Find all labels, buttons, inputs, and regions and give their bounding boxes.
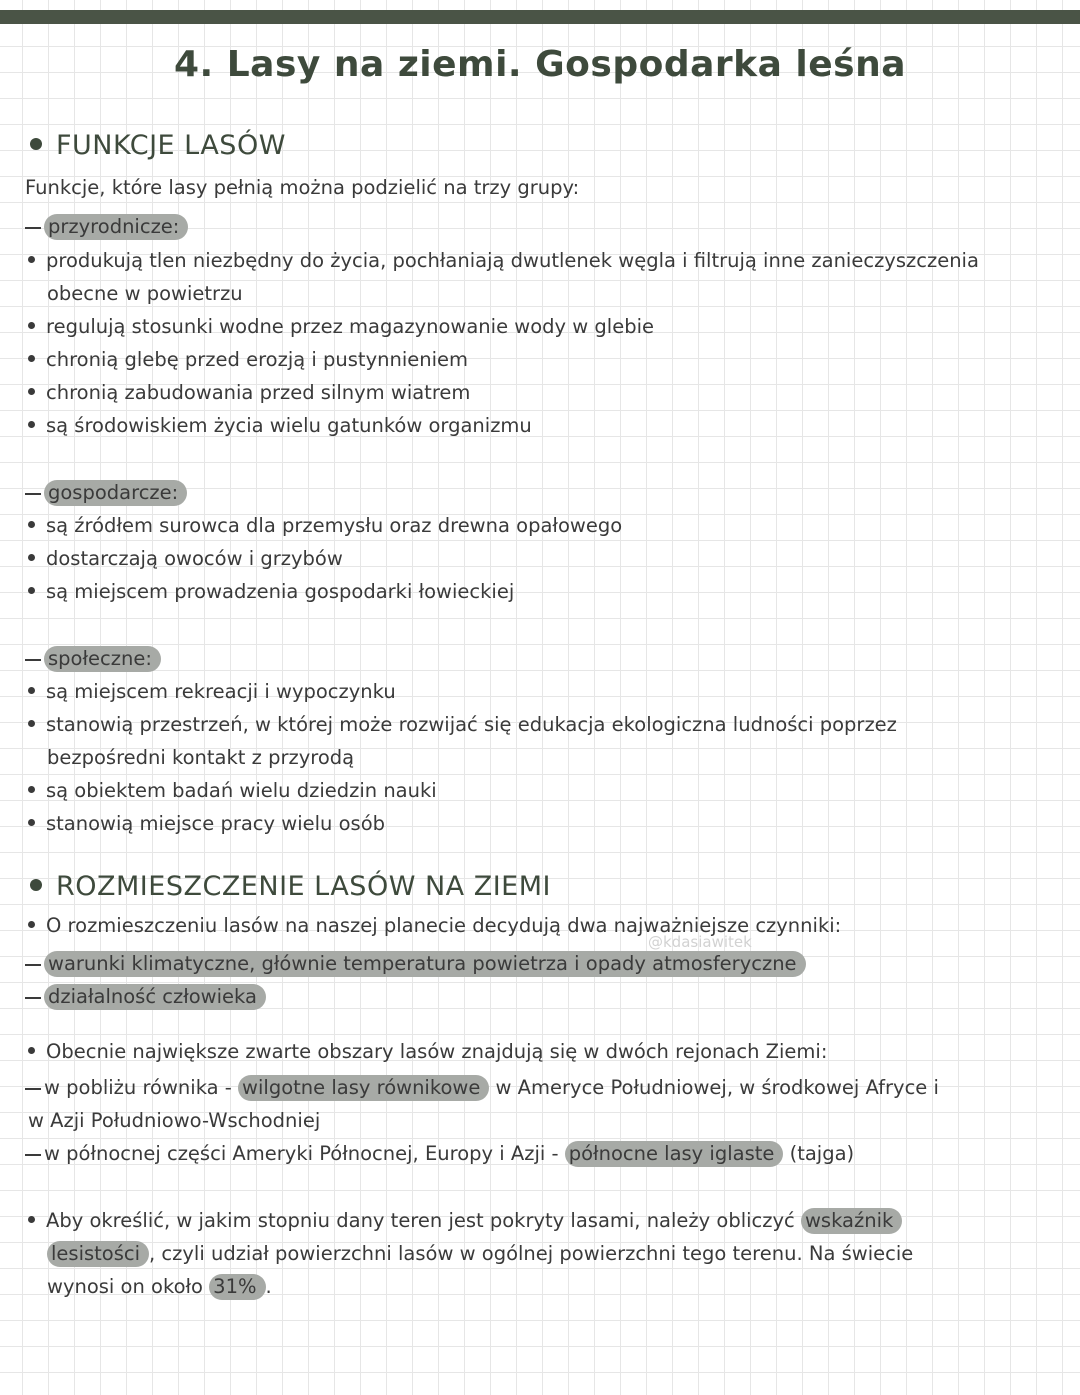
- region-text: (tajga): [783, 1142, 855, 1165]
- list-item: [28, 680, 396, 703]
- forest-index-line3: [47, 1275, 272, 1298]
- list-item: [28, 580, 514, 603]
- list-item-text: chronią glebę przed erozją i pustynnieniem: [46, 348, 469, 371]
- list-item-text: są środowiskiem życia wielu gatunków organizmu: [46, 414, 532, 437]
- list-item-continuation: bezpośredni kontakt z przyrodą: [47, 746, 355, 769]
- list-item-text: chronią zabudowania przed silnym wiatrem: [46, 381, 471, 404]
- group-label-przyrodnicze: [25, 215, 188, 238]
- region-equator-continuation: w Azji Południowo-Wschodniej: [28, 1109, 321, 1132]
- section-heading-text: ROZMIESZCZENIE LASÓW NA ZIEMI: [56, 871, 552, 902]
- list-item: [28, 348, 468, 371]
- paragraph-text: .: [265, 1275, 272, 1298]
- list-item: [28, 779, 437, 802]
- list-item-text: dostarczają owoców i grzybów: [46, 547, 343, 570]
- region-text: w północnej części Ameryki Północnej, Europy i Azji -: [44, 1142, 565, 1165]
- list-item-text: regulują stosunki wodne przez magazynowanie wody w glebie: [46, 315, 654, 338]
- list-item: [28, 315, 654, 338]
- list-item-continuation: obecne w powietrzu: [47, 282, 243, 305]
- highlight-value: 31%: [209, 1274, 265, 1300]
- highlight-factor: warunki klimatyczne, głównie temperatura powietrza i opady atmosferyczne: [44, 951, 806, 977]
- highlight-factor: działalność człowieka: [44, 984, 266, 1010]
- list-item: [28, 249, 979, 272]
- region-equator: [25, 1076, 939, 1099]
- section-heading-text: FUNKCJE LASÓW: [56, 130, 286, 161]
- region-text: w pobliżu równika -: [44, 1076, 239, 1099]
- list-item: [28, 414, 532, 437]
- factor-human: [25, 985, 266, 1008]
- forest-index-line2: [47, 1242, 913, 1265]
- factor-climate: [25, 952, 806, 975]
- list-item: [28, 514, 622, 537]
- page-title: 4. Lasy na ziemi. Gospodarka leśna: [173, 44, 907, 85]
- dash: [25, 227, 41, 229]
- list-item: [28, 381, 470, 404]
- list-item-text: są źródłem surowca dla przemysłu oraz drewna opałowego: [46, 514, 623, 537]
- list-item: [28, 713, 897, 736]
- intro-text: Funkcje, które lasy pełnią można podzielić na trzy grupy:: [25, 176, 580, 199]
- factors-intro-text: O rozmieszczeniu lasów na naszej planecie decydują dwa najważniejsze czynniki:: [46, 914, 842, 937]
- highlight-term: północne lasy iglaste: [565, 1141, 784, 1167]
- dash: [25, 1154, 41, 1156]
- list-item: [28, 812, 385, 835]
- heading-bullet: [30, 138, 42, 150]
- forest-index-paragraph: [28, 1209, 902, 1232]
- list-item-text: stanowią miejsce pracy wielu osób: [46, 812, 386, 835]
- group-label-spoleczne: [25, 647, 161, 670]
- highlight-label: społeczne:: [44, 646, 161, 672]
- region-text: w Ameryce Południowej, w środkowej Afryce i: [489, 1076, 939, 1099]
- region-north: [25, 1142, 854, 1165]
- section-heading-rozmieszczenie: [30, 871, 551, 902]
- highlight-label: przyrodnicze:: [44, 214, 188, 240]
- list-item-text: są miejscem rekreacji i wypoczynku: [46, 680, 396, 703]
- dash: [25, 997, 41, 999]
- dash: [25, 1088, 41, 1090]
- list-item-text: produkują tlen niezbędny do życia, pochłaniają dwutlenek węgla i filtrują inne zanieczyszczenia: [46, 249, 979, 272]
- watermark: @kdasiawitek: [648, 933, 752, 951]
- list-item-text: są miejscem prowadzenia gospodarki łowieckiej: [46, 580, 515, 603]
- list-item-text: stanowią przestrzeń, w której może rozwijać się edukacja ekologiczna ludności poprzez: [46, 713, 897, 736]
- dash: [25, 964, 41, 966]
- paragraph-text: Aby określić, w jakim stopniu dany teren jest pokryty lasami, należy obliczyć: [46, 1209, 801, 1232]
- highlight-label: gospodarcze:: [44, 480, 187, 506]
- group-label-gospodarcze: [25, 481, 187, 504]
- highlight-term: lesistości: [47, 1241, 149, 1267]
- dash: [25, 659, 41, 661]
- regions-intro-text: Obecnie największe zwarte obszary lasów znajdują się w dwóch rejonach Ziemi:: [46, 1040, 828, 1063]
- highlight-term: wilgotne lasy równikowe: [238, 1075, 489, 1101]
- regions-intro: [28, 1040, 827, 1063]
- paragraph-text: , czyli udział powierzchni lasów w ogólnej powierzchni tego terenu. Na świecie: [149, 1242, 914, 1265]
- heading-bullet: [30, 879, 42, 891]
- top-bar: [0, 10, 1080, 24]
- section-heading-funkcje: [30, 130, 286, 161]
- paragraph-text: wynosi on około: [47, 1275, 210, 1298]
- dash: [25, 493, 41, 495]
- list-item: [28, 547, 343, 570]
- list-item-text: są obiektem badań wielu dziedzin nauki: [46, 779, 437, 802]
- highlight-term: wskaźnik: [801, 1208, 902, 1234]
